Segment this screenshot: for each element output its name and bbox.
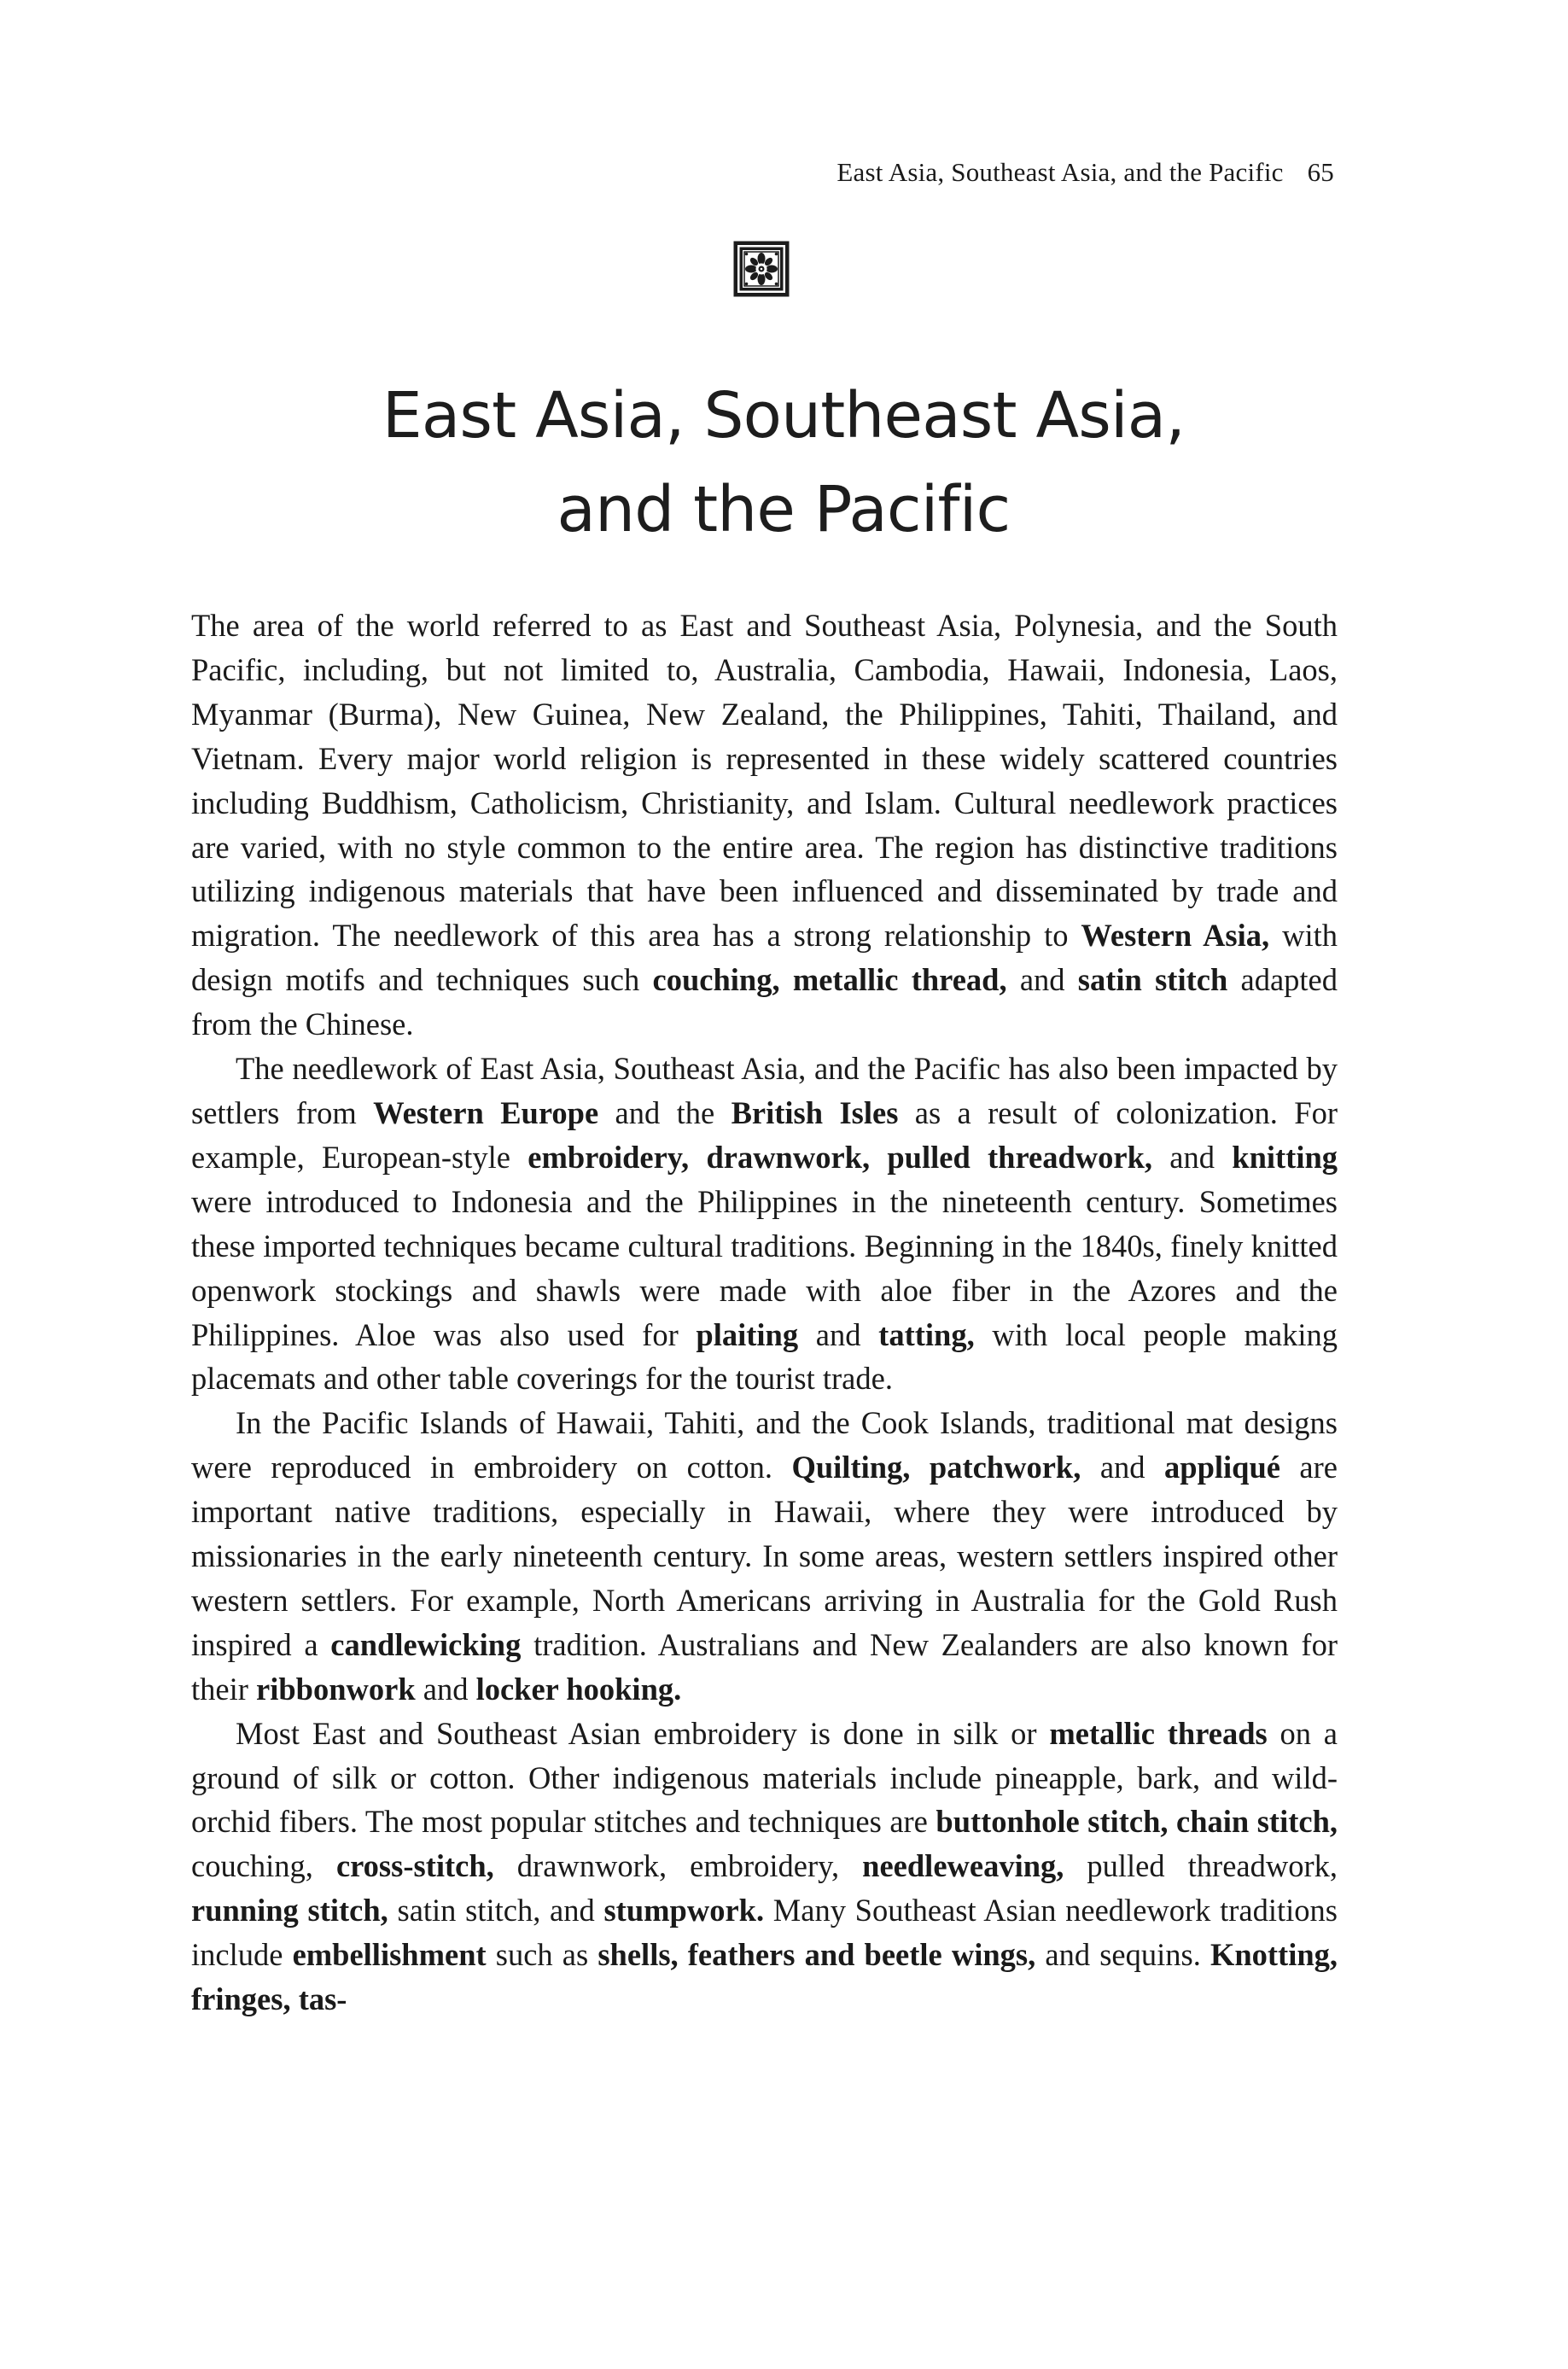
running-head	[836, 157, 1334, 188]
bold-term: Western Europe	[373, 1094, 599, 1130]
body-paragraph	[191, 1401, 1338, 1711]
body-paragraph	[191, 1712, 1338, 2022]
bold-term: buttonhole stitch, chain stitch,	[936, 1804, 1338, 1840]
bold-term: couching, metallic thread,	[652, 962, 1007, 998]
bold-term: metallic threads	[1049, 1715, 1268, 1751]
body-run: couching,	[191, 1848, 336, 1884]
bold-term: appliqué	[1164, 1450, 1280, 1485]
body-run: and	[415, 1671, 476, 1707]
body-run: and	[1152, 1139, 1233, 1175]
bold-term: locker hooking.	[475, 1671, 682, 1707]
body-run: tradition. Australians and New Zealanders are also known for their	[191, 1626, 1338, 1707]
body-run: on a ground of silk or cotton. Other indigenous materials include pineapple, bark, and wild-orchid fibers. The most popular stitches and techniques are	[191, 1715, 1338, 1840]
bold-term: Western Asia,	[1081, 918, 1270, 954]
body-run: and	[1006, 962, 1078, 998]
running-head-title: East Asia, Southeast Asia, and the Pacific	[836, 157, 1284, 187]
chapter-title-line-2: and the Pacific	[557, 473, 1011, 546]
bold-term: tatting,	[878, 1316, 975, 1352]
bold-term: ribbonwork	[256, 1671, 416, 1707]
bold-term: embroidery, drawnwork, pulled threadwork,	[528, 1139, 1152, 1175]
bold-term: stumpwork.	[603, 1893, 765, 1928]
bold-term: running stitch,	[191, 1893, 388, 1928]
body-run: In the Pacific Islands of Hawaii, Tahiti, and the Cook Islands, traditional mat designs were reproduced in embroidery on cotton.	[191, 1405, 1338, 1485]
bold-term: satin stitch	[1077, 962, 1228, 998]
bold-term: needleweaving,	[862, 1848, 1064, 1884]
body-run: such as	[486, 1937, 598, 1973]
body-run: and sequins.	[1035, 1937, 1210, 1973]
body-run: were introduced to Indonesia and the Philippines in the nineteenth century. Sometimes these imported techniques became cultural traditions. Beginning in the 1840s, finely knitted openwork stockings and shawls were made with aloe fiber in the Azores and the Philippines. Aloe was also used for	[191, 1183, 1338, 1352]
bold-term: British Isles	[731, 1094, 899, 1130]
body-run: and	[798, 1316, 879, 1352]
body-run: pulled threadwork,	[1064, 1848, 1338, 1884]
body-paragraph	[191, 604, 1338, 1047]
bold-term: plaiting	[696, 1316, 799, 1352]
body-run: and the	[598, 1094, 732, 1130]
chapter-title	[191, 369, 1376, 557]
body-run: satin stitch, and	[388, 1893, 604, 1928]
body-run: The area of the world referred to as East and Southeast Asia, Polynesia, and the South Pacific, including, but not limited to, Australia, Cambodia, Hawaii, Indonesia, Laos, Myanmar (Burma), New Guinea, New Zealand, the Philippines, Tahiti, Thailand, and Vietnam. Every major world religion is represented in these widely scattered countries including Buddhism, Catholicism, Christianity, and Islam. Cultural needlework practices are varied, with no style common to the entire area. The region has distinctive traditions utilizing indigenous materials that have been influenced and disseminated by trade and migration. The needlework of this area has a strong relationship to	[191, 608, 1338, 954]
bold-term: shells, feathers and beetle wings,	[597, 1937, 1036, 1973]
bold-term: Quilting, patchwork,	[791, 1450, 1081, 1485]
floral-square-ornament-icon	[732, 240, 790, 298]
body-run: Most East and Southeast Asian embroidery is done in silk or	[236, 1715, 1050, 1751]
body-run: with design motifs and techniques such	[191, 918, 1338, 998]
bold-term: candlewicking	[330, 1626, 522, 1662]
body-paragraph	[191, 1047, 1338, 1401]
body-run: with local people making placemats and other table coverings for the tourist trade.	[191, 1316, 1338, 1397]
body-run: drawnwork, embroidery,	[493, 1848, 863, 1884]
body-run: are important native traditions, especially in Hawaii, where they were introduced by missionaries in the early nineteenth century. In some areas, western settlers inspired other western settlers. For example, North Americans arriving in Australia for the Gold Rush inspired a	[191, 1450, 1338, 1662]
page-number: 65	[1307, 157, 1334, 187]
bold-term: Knotting, fringes, tas-	[191, 1937, 1338, 2017]
body-run: and	[1081, 1450, 1165, 1485]
body-run: adapted from the Chinese.	[191, 962, 1338, 1042]
chapter-title-line-1: East Asia, Southeast Asia,	[382, 379, 1186, 452]
body-text	[191, 604, 1338, 2022]
body-run: The needlework of East Asia, Southeast Asia, and the Pacific has also been impacted by settlers from	[191, 1051, 1338, 1130]
body-run: as a result of colonization. For example, European-style	[191, 1094, 1338, 1175]
bold-term: embellishment	[292, 1937, 487, 1973]
body-run: Many Southeast Asian needlework traditions include	[191, 1893, 1338, 1973]
bold-term: knitting	[1232, 1139, 1338, 1175]
bold-term: cross-stitch,	[335, 1848, 494, 1884]
